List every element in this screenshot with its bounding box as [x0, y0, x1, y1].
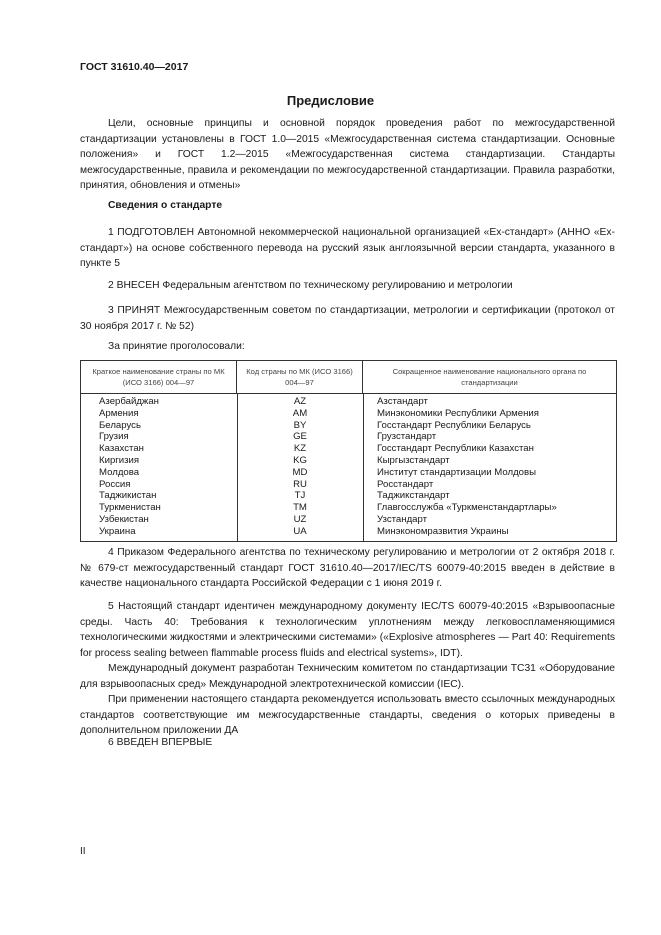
body-cell: Главгосслужба «Туркменстандартлары»: [377, 502, 557, 514]
body-cell: Минэкономики Республики Армения: [377, 407, 539, 419]
country-cell: Беларусь: [99, 419, 141, 431]
code-cell: AM: [292, 407, 308, 419]
voting-table: [80, 360, 617, 542]
body-cell: Кыргызстандарт: [377, 454, 450, 466]
code-cell: TM: [293, 502, 307, 514]
code-cell: KG: [293, 454, 307, 466]
table-row: [81, 420, 616, 432]
code-cell: RU: [293, 478, 307, 490]
country-cell: Грузия: [99, 431, 129, 443]
body-cell: Госстандарт Республики Казахстан: [377, 443, 534, 455]
code-cell: KZ: [293, 443, 307, 455]
code-cell: MD: [292, 466, 308, 478]
country-cell: Украина: [99, 525, 136, 537]
item-1: 1 ПОДГОТОВЛЕН Автономной некоммерческой национальной организацией «Ех-стандарт» (АННО «Ех-стандарт») на основе собственного перевода на русский язык англоязычной версии стандарта, указанного в пункте 5: [80, 227, 615, 269]
country-cell: Молдова: [99, 466, 140, 478]
table-row: [81, 431, 616, 443]
code-cell: TJ: [294, 490, 306, 502]
header-country-name: Краткое наименование страны по МК (ИСО 3166) 004—97: [81, 361, 237, 393]
body-cell: Росстандарт: [377, 478, 434, 490]
table-row: [81, 526, 616, 538]
header-country-code: Код страны по МК (ИСО 3166) 004—97: [237, 361, 363, 393]
info-heading: Сведения о стандарте: [108, 200, 223, 211]
table-row: [81, 479, 616, 491]
country-cell: Армения: [99, 407, 139, 419]
body-cell: Азстандарт: [377, 396, 428, 407]
code-cell: GE: [293, 431, 307, 443]
table-row: [81, 396, 616, 408]
country-cell: Туркменистан: [99, 502, 161, 514]
item-5-usage: При применении настоящего стандарта рекомендуется использовать вместо ссылочных международных стандартов соответствующие им межгосударственные стандарты, сведения о которых приведены в дополнительном приложении ДА: [80, 694, 615, 736]
code-cell: AZ: [293, 396, 307, 407]
body-cell: Грузстандарт: [377, 431, 437, 443]
item-6: 6 ВВЕДЕН ВПЕРВЫЕ: [108, 737, 213, 748]
voted-label: За принятие проголосовали:: [108, 341, 245, 352]
body-cell: Госстандарт Республики Беларусь: [377, 419, 531, 431]
item-2: 2 ВНЕСЕН Федеральным агентством по техническому регулированию и метрологии: [108, 280, 513, 291]
table-row: [81, 502, 616, 514]
body-cell: Минэкономразвития Украины: [377, 525, 509, 537]
page-number: II: [80, 846, 86, 857]
code-cell: UA: [293, 525, 307, 537]
document-header: ГОСТ 31610.40—2017: [80, 61, 189, 73]
body-cell: Таджикстандарт: [377, 490, 450, 502]
country-cell: Россия: [99, 478, 131, 490]
item-5-developer: Международный документ разработан Техническим комитетом по стандартизации ТС31 «Оборудование для взрывоопасных сред» Международной электротехнической комиссии (IEC).: [80, 663, 615, 690]
body-cell: Институт стандартизации Молдовы: [377, 466, 536, 478]
section-title: Предисловие: [286, 93, 375, 108]
code-cell: BY: [293, 419, 307, 431]
country-cell: Казахстан: [99, 443, 144, 455]
table-row: [81, 514, 616, 526]
country-cell: Таджикистан: [99, 490, 157, 502]
table-row: [81, 490, 616, 502]
table-header: [81, 361, 616, 394]
country-cell: Азербайджан: [99, 396, 159, 407]
table-row: [81, 443, 616, 455]
code-cell: UZ: [293, 513, 307, 525]
table-body: [81, 396, 616, 538]
table-row: [81, 467, 616, 479]
country-cell: Узбекистан: [99, 513, 149, 525]
body-cell: Узстандарт: [377, 513, 428, 525]
table-row: [81, 408, 616, 420]
intro-paragraph: Цели, основные принципы и основной порядок проведения работ по межгосударственной стандартизации установлены в ГОСТ 1.0—2015 «Межгосударственная система стандартизации. Основные положения» и ГОСТ 1.2—2015 «Межгосударственная система стандартизации. Стандарты межгосударственные, правила и рекомендации по межгосударственной стандартизации. Правила разработки, принятия, обновления и отмены»: [80, 118, 615, 191]
header-standards-body: Сокращенное наименование национального органа по стандартизации: [392, 367, 587, 387]
country-cell: Киргизия: [99, 454, 140, 466]
item-3: 3 ПРИНЯТ Межгосударственным советом по стандартизации, метрологии и сертификации (протокол от 30 ноября 2017 г. № 52): [80, 305, 615, 332]
item-4: 4 Приказом Федерального агентства по техническому регулированию и метрологии от 2 октября 2018 г. № 679-ст межгосударственный стандарт ГОСТ 31610.40—2017/IEC/TS 60079-40:2015 введен в действие в качестве национального стандарта Российской Федерации с 1 июня 2019 г.: [80, 547, 615, 589]
item-5: 5 Настоящий стандарт идентичен международному документу IEC/TS 60079-40:2015 «Взрывоопасные среды. Часть 40: Требования к технологическим уплотнениям между легковоспламеняющимися технологическими жидкостями и электрическими системами» («Explosive atmospheres — Part 40: Requirements for process sealing between flammable process fluids and electrical systems», IDT).: [80, 601, 615, 659]
table-row: [81, 455, 616, 467]
